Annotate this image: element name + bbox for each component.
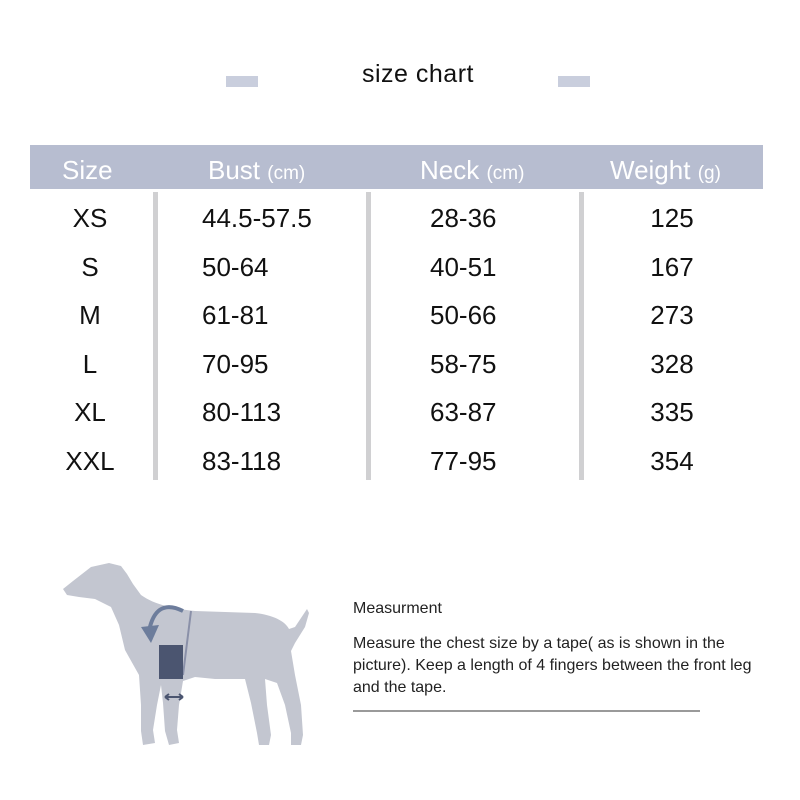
neck-cell: 28-36: [430, 203, 497, 233]
title-decoration-right: [558, 76, 590, 87]
size-cell: XXL: [65, 446, 115, 476]
bust-cell: 50-64: [202, 252, 269, 282]
neck-cell: 50-66: [430, 300, 497, 330]
table-row: [0, 252, 800, 292]
size-cell: L: [82, 349, 98, 379]
header-bust-unit: (cm): [267, 163, 306, 184]
bust-cell: 80-113: [202, 397, 282, 427]
header-neck: [420, 155, 524, 185]
measurement-description: Measure the chest size by a tape( as is shown in the picture). Keep a length of 4 fingers between the front leg and the tape.: [353, 635, 752, 696]
table-row: [0, 397, 800, 437]
weight-cell: 273: [650, 300, 694, 330]
header-size: [62, 155, 113, 185]
header-neck-label: Neck: [420, 155, 480, 185]
neck-cell: 58-75: [430, 349, 497, 379]
table-row: [0, 203, 800, 243]
size-cell: XS: [72, 203, 108, 233]
measurement-title: Measurment: [353, 600, 442, 617]
weight-cell: 328: [650, 349, 694, 379]
dog-illustration: [55, 555, 315, 755]
header-size-label: Size: [62, 155, 113, 185]
divider-line: [353, 710, 700, 712]
bust-cell: 44.5-57.5: [202, 203, 312, 233]
table-row: [0, 446, 800, 486]
size-cell: S: [81, 252, 99, 282]
header-weight-label: Weight: [610, 155, 691, 185]
weight-cell: 335: [650, 397, 694, 427]
bust-cell: 61-81: [202, 300, 269, 330]
header-weight: [610, 155, 721, 185]
bust-cell: 70-95: [202, 349, 269, 379]
header-bust: [208, 155, 305, 185]
header-bust-label: Bust: [208, 155, 261, 185]
table-row: [0, 349, 800, 389]
table-row: [0, 300, 800, 340]
neck-cell: 63-87: [430, 397, 497, 427]
header-weight-unit: (g): [697, 163, 721, 184]
neck-cell: 77-95: [430, 446, 497, 476]
header-neck-unit: (cm): [486, 163, 525, 184]
bust-cell: 83-118: [202, 446, 282, 476]
weight-cell: 354: [650, 446, 694, 476]
size-cell: XL: [74, 397, 106, 427]
neck-cell: 40-51: [430, 252, 497, 282]
page-title: size chart: [362, 60, 474, 88]
weight-cell: 167: [650, 252, 694, 282]
size-cell: M: [79, 300, 101, 330]
weight-cell: 125: [650, 203, 694, 233]
hand-icon: [159, 645, 183, 679]
